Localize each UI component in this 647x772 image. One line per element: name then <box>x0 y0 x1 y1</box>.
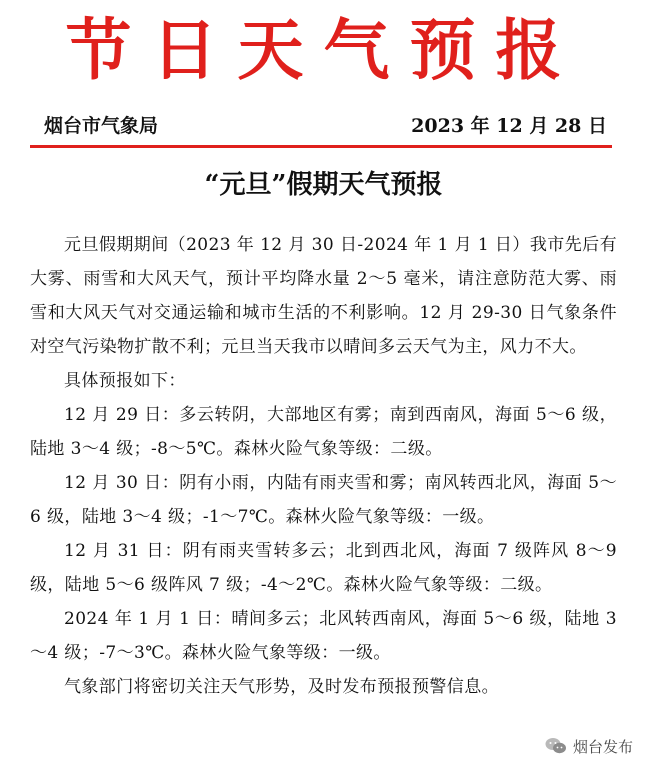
document-body <box>30 228 617 704</box>
intro-paragraph: 元旦假期期间（2023 年 12 月 30 日-2024 年 1 月 1 日）我市先后有大雾、雨雪和大风天气，预计平均降水量 2～5 毫米，请注意防范大雾、雨雪和大风天气对交通运输和城市生活的不利影响。12 月 29-30 日气象条件对空气污染物扩散不利；元旦当天我市以晴间多云天气为主，风力不大。 <box>30 235 617 357</box>
watermark <box>541 734 637 758</box>
forecast-dec-31: 12 月 31 日：阴有雨夹雪转多云；北到西北风，海面 7 级阵风 8～9 级，陆地 5～6 级阵风 7 级；-4～2℃。森林火险气象等级：二级。 <box>30 541 617 595</box>
issue-date: 2023 年 12 月 28 日 <box>411 115 607 137</box>
red-divider <box>30 145 612 148</box>
watermark-text: 烟台发布 <box>572 737 633 756</box>
forecast-dec-30: 12 月 30 日：阴有小雨，内陆有雨夹雪和雾；南风转西北风，海面 5～6 级，陆地 3～4 级；-1～7℃。森林火险气象等级：一级。 <box>30 473 617 527</box>
meta-row <box>30 112 607 140</box>
document-headline: “元旦”假期天气预报 <box>204 170 443 200</box>
forecast-dec-29: 12 月 29 日：多云转阴，大部地区有雾；南到西南风，海面 5～6 级，陆地 3～4 级；-8～5℃。森林火险气象等级：二级。 <box>30 405 617 459</box>
wechat-icon <box>545 737 567 755</box>
issuer-label: 烟台市气象局 <box>44 115 159 137</box>
forecast-jan-1: 2024 年 1 月 1 日：晴间多云；北风转西南风，海面 5～6 级，陆地 3～4 级；-7～3℃。森林火险气象等级：一级。 <box>30 609 617 663</box>
masthead-title: 节日天气预报 <box>65 11 582 89</box>
forecast-heading: 具体预报如下： <box>64 371 186 391</box>
closing-paragraph: 气象部门将密切关注天气形势，及时发布预报预警信息。 <box>64 677 499 697</box>
